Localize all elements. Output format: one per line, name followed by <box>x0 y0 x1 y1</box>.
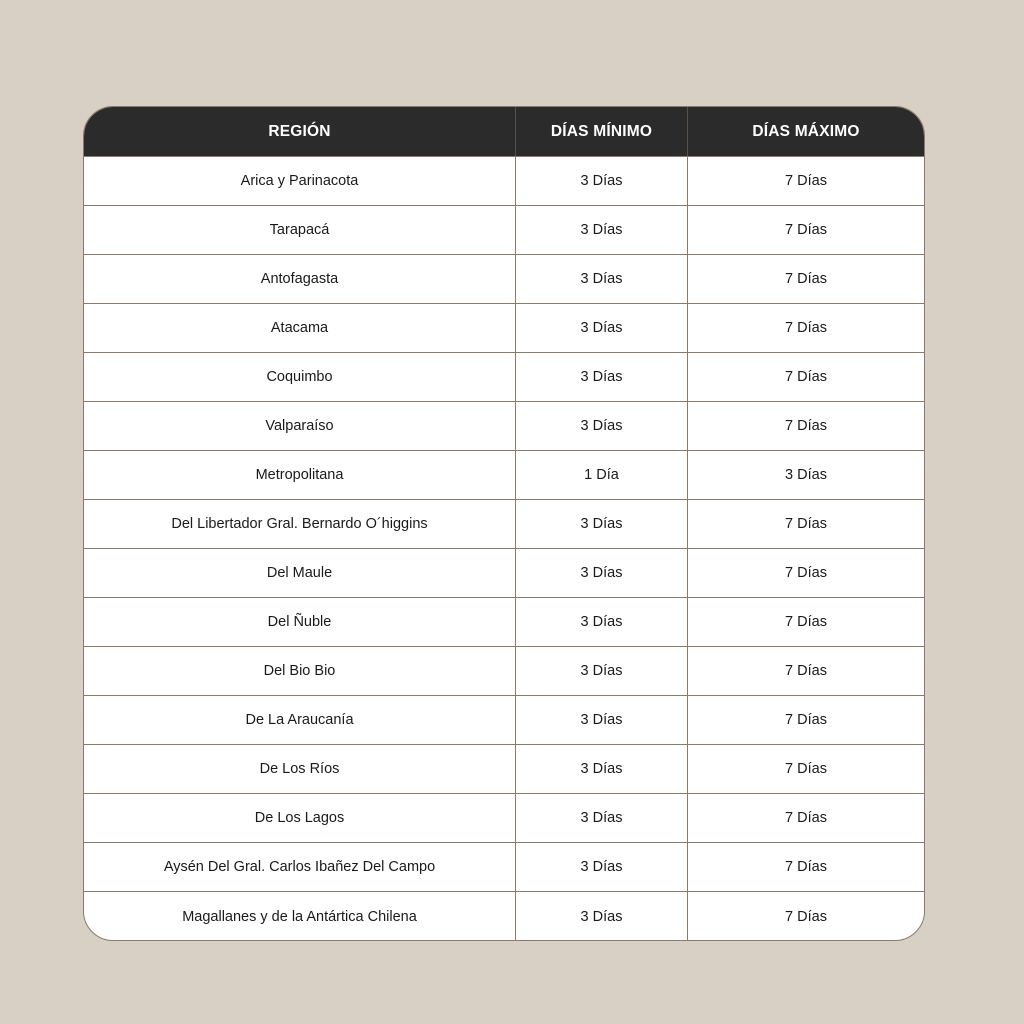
table-body <box>84 157 924 941</box>
table-row <box>84 794 924 843</box>
min-days-cell: 3 Días <box>516 892 688 941</box>
table-row <box>84 696 924 745</box>
max-days-cell: 3 Días <box>785 467 827 483</box>
table-row <box>84 304 924 353</box>
max-days-cell: 7 Días <box>785 418 827 434</box>
max-days-cell: 7 Días <box>785 271 827 287</box>
region-cell: De Los Lagos <box>84 794 516 842</box>
table-row <box>84 255 924 304</box>
min-days-cell: 3 Días <box>516 843 688 891</box>
header-max-days: DÍAS MÁXIMO <box>752 122 860 140</box>
min-days-cell: 3 Días <box>516 353 688 401</box>
region-cell: De Los Ríos <box>84 745 516 793</box>
region-cell: De La Araucanía <box>84 696 516 744</box>
max-days-cell: 7 Días <box>785 663 827 679</box>
min-days-cell: 3 Días <box>516 696 688 744</box>
min-days-cell: 3 Días <box>516 500 688 548</box>
region-cell: Tarapacá <box>84 206 516 254</box>
max-days-cell: 7 Días <box>785 369 827 385</box>
max-days-cell: 7 Días <box>785 565 827 581</box>
region-cell: Aysén Del Gral. Carlos Ibañez Del Campo <box>84 843 516 891</box>
table-row <box>84 451 924 500</box>
min-days-cell: 3 Días <box>516 206 688 254</box>
region-cell: Del Ñuble <box>84 598 516 646</box>
table-header-row <box>84 107 924 157</box>
region-cell: Magallanes y de la Antártica Chilena <box>84 892 516 941</box>
max-days-cell: 7 Días <box>785 908 827 925</box>
table-row <box>84 206 924 255</box>
table-row <box>84 353 924 402</box>
min-days-cell: 3 Días <box>516 157 688 205</box>
max-days-cell: 7 Días <box>785 614 827 630</box>
min-days-cell: 3 Días <box>516 304 688 352</box>
region-cell: Del Bio Bio <box>84 647 516 695</box>
min-days-cell: 3 Días <box>516 255 688 303</box>
table-row <box>84 157 924 206</box>
region-cell: Del Libertador Gral. Bernardo O´higgins <box>84 500 516 548</box>
min-days-cell: 1 Día <box>516 451 688 499</box>
min-days-cell: 3 Días <box>516 647 688 695</box>
region-cell: Valparaíso <box>84 402 516 450</box>
max-days-cell: 7 Días <box>785 173 827 189</box>
header-min-days: DÍAS MÍNIMO <box>516 107 688 156</box>
table-row <box>84 402 924 451</box>
delivery-times-table <box>83 106 925 941</box>
region-cell: Antofagasta <box>84 255 516 303</box>
min-days-cell: 3 Días <box>516 794 688 842</box>
region-cell: Atacama <box>84 304 516 352</box>
table-row <box>84 892 924 941</box>
min-days-cell: 3 Días <box>516 402 688 450</box>
region-cell: Del Maule <box>84 549 516 597</box>
max-days-cell: 7 Días <box>785 712 827 728</box>
region-cell: Arica y Parinacota <box>84 157 516 205</box>
max-days-cell: 7 Días <box>785 516 827 532</box>
max-days-cell: 7 Días <box>785 320 827 336</box>
max-days-cell: 7 Días <box>785 859 827 875</box>
min-days-cell: 3 Días <box>516 745 688 793</box>
max-days-cell: 7 Días <box>785 810 827 826</box>
region-cell: Coquimbo <box>84 353 516 401</box>
table-row <box>84 500 924 549</box>
region-cell: Metropolitana <box>84 451 516 499</box>
min-days-cell: 3 Días <box>516 549 688 597</box>
table-row <box>84 598 924 647</box>
table-row <box>84 647 924 696</box>
max-days-cell: 7 Días <box>785 222 827 238</box>
table-row <box>84 549 924 598</box>
header-region: REGIÓN <box>84 107 516 156</box>
min-days-cell: 3 Días <box>516 598 688 646</box>
table-row <box>84 843 924 892</box>
table-row <box>84 745 924 794</box>
max-days-cell: 7 Días <box>785 761 827 777</box>
